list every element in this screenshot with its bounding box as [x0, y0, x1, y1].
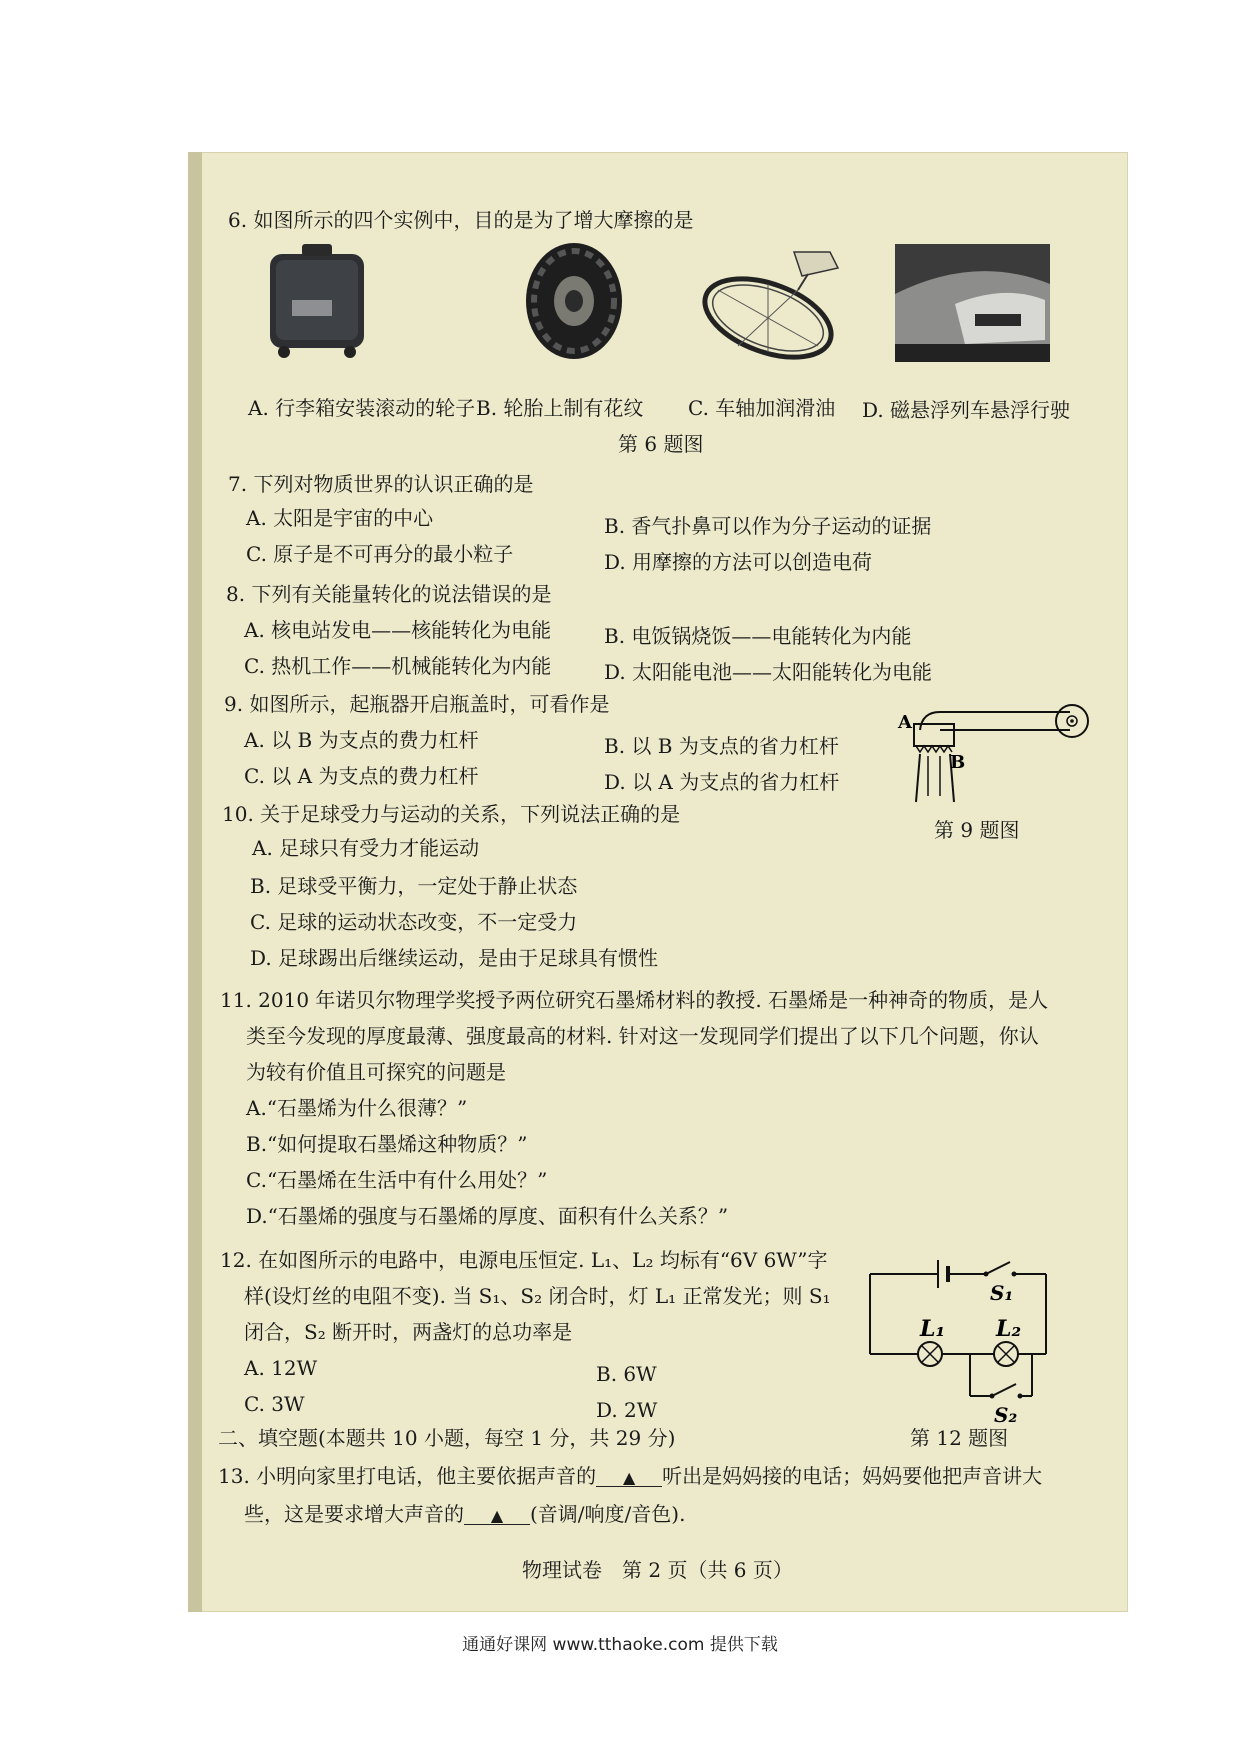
- q13-line-2-end: (音调/响度/音色).: [530, 1502, 686, 1526]
- q11-option-b: B.“如何提取石墨烯这种物质？”: [246, 1132, 528, 1156]
- q12-option-b: B. 6W: [596, 1362, 657, 1386]
- q11-option-d: D.“石墨烯的强度与石墨烯的厚度、面积有什么关系？”: [246, 1204, 729, 1228]
- q12-option-c: C. 3W: [244, 1392, 305, 1416]
- q13-line-1-start: 13. 小明向家里打电话，他主要依据声音的: [218, 1464, 597, 1488]
- label-a: A: [898, 712, 912, 733]
- q10-stem: 10. 关于足球受力与运动的关系，下列说法正确的是: [222, 802, 681, 826]
- q12-line-1: 12. 在如图所示的电路中，电源电压恒定. L₁、L₂ 均标有“6V 6W”字: [220, 1248, 828, 1272]
- q12-circuit-diagram: [860, 1254, 1056, 1424]
- lamp-l1-label: L₁: [920, 1316, 946, 1342]
- q8-option-b: B. 电饭锅烧饭——电能转化为内能: [604, 624, 912, 648]
- q10-option-a: A. 足球只有受力才能运动: [252, 836, 480, 860]
- q11-line-2: 类至今发现的厚度最薄、强度最高的材料. 针对这一发现同学们提出了以下几个问题，你认: [246, 1024, 1039, 1048]
- q7-option-a: A. 太阳是宇宙的中心: [246, 506, 434, 530]
- q10-option-c: C. 足球的运动状态改变，不一定受力: [250, 910, 578, 934]
- switch-s1-label: S₁: [990, 1281, 1014, 1305]
- q9-option-b: B. 以 B 为支点的省力杠杆: [604, 734, 839, 758]
- q7-option-d: D. 用摩擦的方法可以创造电荷: [604, 550, 873, 574]
- q12-line-2: 样(设灯丝的电阻不变). 当 S₁、S₂ 闭合时，灯 L₁ 正常发光；则 S₁: [244, 1284, 831, 1308]
- q6-option-d: D. 磁悬浮列车悬浮行驶: [862, 398, 1071, 422]
- q10-option-d: D. 足球踢出后继续运动，是由于足球具有惯性: [250, 946, 659, 970]
- q12-option-d: D. 2W: [596, 1398, 658, 1422]
- maglev-train-image: [895, 244, 1050, 362]
- label-b: B: [950, 752, 966, 773]
- q9-stem: 9. 如图所示，起瓶器开启瓶盖时，可看作是: [224, 692, 610, 716]
- luggage-image: [262, 240, 372, 360]
- q8-option-c: C. 热机工作——机械能转化为内能: [244, 654, 552, 678]
- bicycle-wheel-image: [698, 250, 848, 360]
- q11-line-1: 11. 2010 年诺贝尔物理学奖授予两位研究石墨烯材料的教授. 石墨烯是一种神奇的物质，是人: [220, 988, 1049, 1012]
- page-footer: 物理试卷 第 2 页（共 6 页）: [522, 1558, 793, 1582]
- q13-line-2-start: 些，这是要求增大声音的: [244, 1502, 464, 1526]
- q13-blank-2[interactable]: [464, 1504, 530, 1525]
- q9-option-a: A. 以 B 为支点的费力杠杆: [244, 728, 479, 752]
- q6-option-a: A. 行李箱安装滚动的轮子: [248, 396, 476, 420]
- q7-option-c: C. 原子是不可再分的最小粒子: [246, 542, 514, 566]
- q10-option-b: B. 足球受平衡力，一定处于静止状态: [250, 874, 578, 898]
- q12-line-3: 闭合，S₂ 断开时，两盏灯的总功率是: [244, 1320, 573, 1344]
- q9-option-d: D. 以 A 为支点的省力杠杆: [604, 770, 840, 794]
- q13-line-1: [218, 1466, 1042, 1487]
- q6-option-b: B. 轮胎上制有花纹: [476, 396, 644, 420]
- q11-option-c: C.“石墨烯在生活中有什么用处？”: [246, 1168, 548, 1192]
- q8-option-d: D. 太阳能电池——太阳能转化为电能: [604, 660, 933, 684]
- section-2-heading: 二、填空题(本题共 10 小题，每空 1 分，共 29 分): [218, 1426, 676, 1450]
- q12-option-a: A. 12W: [244, 1356, 318, 1380]
- paper-edge: [188, 152, 202, 1612]
- tire-image: [522, 240, 626, 362]
- q8-stem: 8. 下列有关能量转化的说法错误的是: [226, 582, 552, 606]
- q8-option-a: A. 核电站发电——核能转化为电能: [244, 618, 552, 642]
- q13-line-2: [244, 1504, 685, 1525]
- q12-figure-caption: 第 12 题图: [910, 1426, 1009, 1450]
- blank-marker: ▲: [490, 1506, 504, 1525]
- q13-line-1-end: 听出是妈妈接的电话；妈妈要他把声音讲大: [662, 1464, 1043, 1488]
- lamp-l2-label: L₂: [996, 1316, 1022, 1342]
- blank-marker: ▲: [623, 1468, 636, 1487]
- q13-blank-1[interactable]: [596, 1466, 662, 1487]
- download-note: 通通好课网 www.tthaoke.com 提供下载: [462, 1635, 778, 1655]
- q11-option-a: A.“石墨烯为什么很薄？”: [246, 1096, 468, 1120]
- q7-stem: 7. 下列对物质世界的认识正确的是: [228, 472, 534, 496]
- q7-option-b: B. 香气扑鼻可以作为分子运动的证据: [604, 514, 932, 538]
- q9-figure-caption: 第 9 题图: [934, 818, 1020, 842]
- q6-figure-caption: 第 6 题图: [618, 432, 704, 456]
- switch-s2-label: S₂: [994, 1403, 1018, 1424]
- q6-stem: 6. 如图所示的四个实例中，目的是为了增大摩擦的是: [228, 208, 694, 232]
- q6-option-c: C. 车轴加润滑油: [688, 396, 836, 420]
- q9-option-c: C. 以 A 为支点的费力杠杆: [244, 764, 479, 788]
- bottle-opener-diagram: [880, 700, 1100, 810]
- q11-line-3: 为较有价值且可探究的问题是: [246, 1060, 506, 1084]
